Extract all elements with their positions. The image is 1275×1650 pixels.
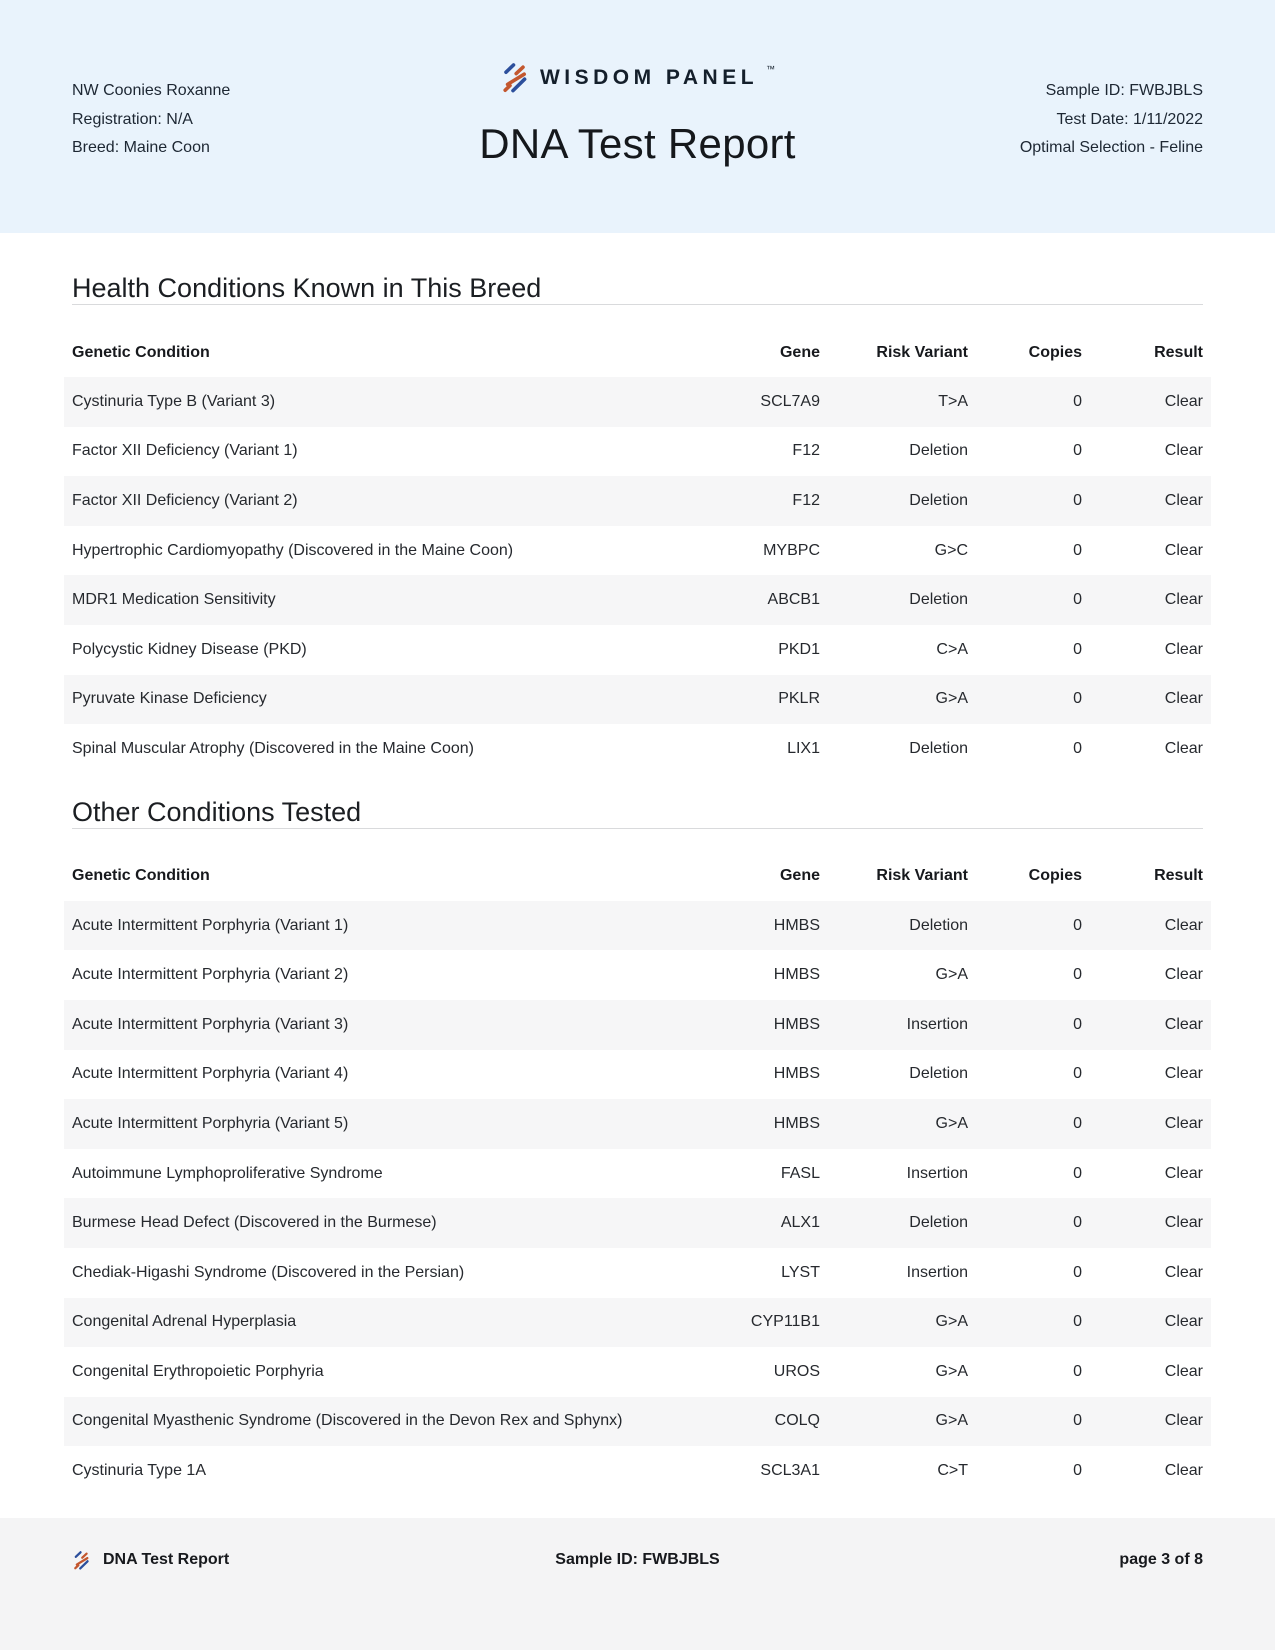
column-header-copies: Copies [1028, 867, 1082, 885]
table-header-row [64, 852, 1211, 901]
cell-gene: PKLR [778, 690, 820, 708]
cell-risk-variant: C>A [936, 640, 968, 658]
cell-result: Clear [1164, 442, 1203, 460]
pet-breed: Breed: Maine Coon [72, 139, 210, 156]
cell-copies: 0 [1073, 916, 1082, 934]
cell-risk-variant: Deletion [909, 1065, 968, 1083]
cell-copies: 0 [1073, 1462, 1082, 1480]
table-row [64, 1347, 1211, 1397]
cell-result: Clear [1164, 541, 1203, 559]
cell-genetic-condition: Hypertrophic Cardiomyopathy (Discovered in the Maine Coon) [72, 541, 514, 559]
column-header-genetic-condition: Genetic Condition [72, 343, 210, 361]
cell-result: Clear [1164, 1362, 1203, 1380]
cell-genetic-condition: Autoimmune Lymphoproliferative Syndrome [72, 1164, 383, 1182]
cell-result: Clear [1164, 916, 1203, 934]
cell-copies: 0 [1073, 1412, 1082, 1430]
cell-risk-variant: Deletion [909, 916, 968, 934]
cell-gene: PKD1 [778, 640, 820, 658]
section-divider [72, 828, 1203, 829]
cell-risk-variant: Deletion [909, 591, 968, 609]
cell-gene: CYP11B1 [750, 1313, 820, 1331]
test-date: Test Date: 1/11/2022 [1056, 110, 1203, 128]
cell-risk-variant: C>T [937, 1462, 968, 1480]
cell-risk-variant: G>C [934, 541, 968, 559]
cell-copies: 0 [1073, 690, 1082, 708]
report-body [0, 272, 1275, 1496]
cell-genetic-condition: Cystinuria Type B (Variant 3) [72, 392, 276, 410]
pet-registration: Registration: N/A [72, 110, 193, 128]
cell-gene: UROS [773, 1362, 820, 1380]
table-row [64, 1298, 1211, 1348]
footer-sample-id: Sample ID: FWBJBLS [555, 1551, 720, 1568]
table-row [64, 675, 1211, 725]
cell-result: Clear [1164, 1412, 1203, 1430]
table-body [64, 901, 1211, 1496]
column-header-gene: Gene [779, 343, 820, 361]
cell-result: Clear [1164, 690, 1203, 708]
cell-gene: COLQ [774, 1412, 820, 1430]
cell-result: Clear [1164, 1263, 1203, 1281]
cell-risk-variant: T>A [938, 392, 968, 410]
cell-copies: 0 [1073, 1263, 1082, 1281]
section-divider [72, 304, 1203, 305]
cell-result: Clear [1164, 1065, 1203, 1083]
cell-gene: SCL7A9 [760, 392, 820, 410]
cell-genetic-condition: Acute Intermittent Porphyria (Variant 3) [72, 1015, 349, 1033]
cell-result: Clear [1164, 1015, 1203, 1033]
cell-copies: 0 [1073, 1313, 1082, 1331]
cell-genetic-condition: Congenital Erythropoietic Porphyria [72, 1362, 324, 1380]
cell-gene: HMBS [773, 1114, 820, 1132]
cell-genetic-condition: Spinal Muscular Atrophy (Discovered in the Maine Coon) [72, 739, 474, 757]
cell-genetic-condition: Acute Intermittent Porphyria (Variant 5) [72, 1114, 349, 1132]
cell-copies: 0 [1073, 1065, 1082, 1083]
cell-gene: FASL [780, 1164, 820, 1182]
cell-risk-variant: Deletion [909, 442, 968, 460]
cell-copies: 0 [1073, 1164, 1082, 1182]
report-title: DNA Test Report [479, 120, 796, 167]
cell-result: Clear [1164, 640, 1203, 658]
table-row [64, 1198, 1211, 1248]
cell-copies: 0 [1073, 1214, 1082, 1232]
cell-result: Clear [1164, 1462, 1203, 1480]
cell-genetic-condition: Congenital Myasthenic Syndrome (Discovered in the Devon Rex and Sphynx) [72, 1412, 623, 1430]
column-header-copies: Copies [1028, 343, 1082, 361]
table-row [64, 901, 1211, 951]
cell-genetic-condition: Acute Intermittent Porphyria (Variant 2) [72, 966, 349, 984]
cell-gene: HMBS [773, 966, 820, 984]
cell-risk-variant: G>A [935, 1362, 968, 1380]
cell-copies: 0 [1073, 640, 1082, 658]
table-body [64, 377, 1211, 774]
table-row [64, 724, 1211, 774]
pet-name: NW Coonies Roxanne [72, 82, 231, 99]
trademark-symbol: ™ [766, 64, 776, 74]
section-other-conditions-tested [0, 796, 1275, 1496]
dna-helix-logo-icon [500, 62, 530, 94]
table-row [64, 377, 1211, 427]
sample-info-block [1020, 77, 1203, 163]
cell-genetic-condition: MDR1 Medication Sensitivity [72, 591, 276, 609]
cell-gene: F12 [792, 491, 820, 509]
cell-result: Clear [1164, 1164, 1203, 1182]
cell-risk-variant: Insertion [906, 1015, 968, 1033]
table-row [64, 1050, 1211, 1100]
cell-genetic-condition: Chediak-Higashi Syndrome (Discovered in the Persian) [72, 1263, 465, 1281]
cell-genetic-condition: Factor XII Deficiency (Variant 1) [72, 442, 298, 460]
table-row [64, 1248, 1211, 1298]
cell-gene: HMBS [773, 1065, 820, 1083]
cell-result: Clear [1164, 491, 1203, 509]
cell-copies: 0 [1073, 1015, 1082, 1033]
table-row [64, 950, 1211, 1000]
cell-risk-variant: Deletion [909, 739, 968, 757]
table-row [64, 625, 1211, 675]
cell-copies: 0 [1073, 1362, 1082, 1380]
table-row [64, 1149, 1211, 1199]
cell-genetic-condition: Polycystic Kidney Disease (PKD) [72, 640, 307, 658]
cell-risk-variant: G>A [935, 1412, 968, 1430]
cell-result: Clear [1164, 1214, 1203, 1232]
cell-risk-variant: G>A [935, 1114, 968, 1132]
cell-result: Clear [1164, 591, 1203, 609]
column-header-gene: Gene [779, 867, 820, 885]
table-header-row [64, 328, 1211, 377]
footer-left [72, 1547, 555, 1573]
table-row [64, 427, 1211, 477]
cell-genetic-condition: Cystinuria Type 1A [72, 1462, 206, 1480]
column-header-result: Result [1154, 343, 1203, 361]
product-name: Optimal Selection - Feline [1019, 139, 1203, 156]
footer-row [72, 1547, 1203, 1573]
column-header-risk-variant: Risk Variant [876, 343, 968, 361]
footer-doc-title: DNA Test Report [103, 1551, 230, 1568]
table-row [64, 1446, 1211, 1496]
cell-result: Clear [1164, 739, 1203, 757]
cell-gene: F12 [792, 442, 820, 460]
cell-genetic-condition: Burmese Head Defect (Discovered in the Burmese) [72, 1214, 437, 1232]
footer-page-number: page 3 of 8 [1119, 1551, 1203, 1568]
cell-result: Clear [1164, 966, 1203, 984]
cell-genetic-condition: Acute Intermittent Porphyria (Variant 4) [72, 1065, 349, 1083]
cell-copies: 0 [1073, 392, 1082, 410]
cell-gene: SCL3A1 [760, 1462, 820, 1480]
section-breed-health-conditions [0, 272, 1275, 774]
cell-risk-variant: Insertion [906, 1263, 968, 1281]
cell-result: Clear [1164, 392, 1203, 410]
table-row [64, 476, 1211, 526]
cell-gene: HMBS [773, 916, 820, 934]
section-title: Other Conditions Tested [72, 796, 362, 827]
brand-wordmark: WISDOM PANEL [539, 66, 759, 89]
column-header-genetic-condition: Genetic Condition [72, 867, 210, 885]
cell-result: Clear [1164, 1114, 1203, 1132]
cell-risk-variant: Insertion [906, 1164, 968, 1182]
cell-result: Clear [1164, 1313, 1203, 1331]
column-header-result: Result [1154, 867, 1203, 885]
cell-gene: ABCB1 [767, 591, 820, 609]
table-row [64, 1099, 1211, 1149]
table-row [64, 575, 1211, 625]
cell-copies: 0 [1073, 1114, 1082, 1132]
cell-gene: ALX1 [780, 1214, 820, 1232]
cell-genetic-condition: Factor XII Deficiency (Variant 2) [72, 491, 298, 509]
cell-copies: 0 [1073, 966, 1082, 984]
cell-gene: HMBS [773, 1015, 820, 1033]
cell-gene: MYBPC [763, 541, 820, 559]
cell-risk-variant: G>A [935, 966, 968, 984]
cell-risk-variant: Deletion [909, 491, 968, 509]
column-header-risk-variant: Risk Variant [876, 867, 968, 885]
cell-copies: 0 [1073, 541, 1082, 559]
table-row [64, 1000, 1211, 1050]
cell-copies: 0 [1073, 491, 1082, 509]
report-header [0, 0, 1275, 233]
table-row [64, 526, 1211, 576]
cell-risk-variant: Deletion [909, 1214, 968, 1232]
cell-genetic-condition: Congenital Adrenal Hyperplasia [72, 1313, 297, 1331]
table-row [64, 1397, 1211, 1447]
cell-genetic-condition: Pyruvate Kinase Deficiency [72, 690, 267, 708]
cell-copies: 0 [1073, 442, 1082, 460]
cell-genetic-condition: Acute Intermittent Porphyria (Variant 1) [72, 916, 349, 934]
section-title: Health Conditions Known in This Breed [72, 273, 542, 303]
report-footer [0, 1518, 1275, 1650]
cell-copies: 0 [1073, 739, 1082, 757]
cell-risk-variant: G>A [935, 690, 968, 708]
cell-gene: LYST [781, 1263, 820, 1281]
sample-id: Sample ID: FWBJBLS [1045, 82, 1203, 99]
dna-helix-footer-icon [72, 1550, 91, 1571]
cell-gene: LIX1 [787, 739, 820, 757]
cell-risk-variant: G>A [935, 1313, 968, 1331]
cell-copies: 0 [1073, 591, 1082, 609]
